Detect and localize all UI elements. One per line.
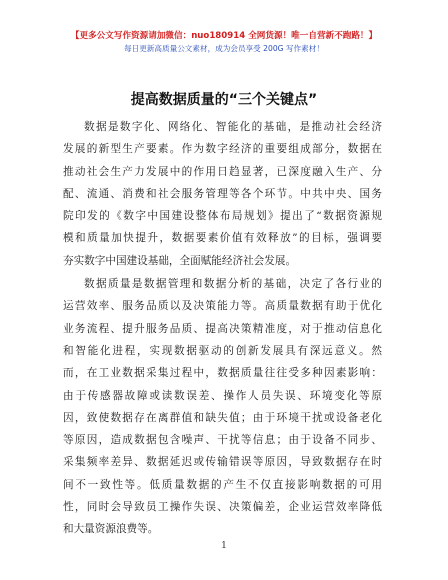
text-line: 数据是数字化、网络化、智能化的基础，是推动社会经济 — [84, 121, 382, 133]
text-line: 等原因，造成数据包含噪声、干扰等信息；由于设备不同步、 — [63, 434, 382, 447]
paragraph-2 — [63, 273, 382, 541]
text-line: 推动社会生产力发展中的作用日趋显著，已深度融入生产、分 — [63, 165, 382, 178]
text-line: 发展的新型生产要素。作为数字经济的重要组成部分，数据在 — [63, 143, 382, 156]
text-line: 院印发的《数字中国建设整体布局规划》提出了“数据资源规 — [63, 210, 382, 223]
text-line: 运营效率、服务品质以及决策能力等。高质量数据有助于优化 — [63, 300, 382, 313]
text-line: 模和质量加快提升，数据要素价值有效释放”的目标，强调要 — [63, 232, 382, 245]
text-line: 由于传感器故障或读数误差、操作人员失误、环境变化等原 — [63, 389, 382, 402]
text-line: 性，同时会导致员工操作失误、决策偏差，企业运营效率降低 — [63, 501, 382, 514]
page-number: 1 — [221, 541, 227, 551]
text-line: 配、流通、消费和社会服务管理等各个环节。中共中央、国务 — [63, 187, 382, 200]
promo-line-2: 每日更新高质量公文素材，成为会员享受 200G 写作素材！ — [124, 44, 324, 53]
text-line: 业务流程、提升服务品质、提高决策精准度，对于推动信息化 — [63, 322, 382, 335]
text-line: 而，在工业数据采集过程中，数据质量往往受多种因素影响： — [63, 367, 382, 380]
page-title: 提高数据质量的“三个关键点” — [130, 92, 318, 108]
text-line: 夯实数字中国建设基础，全面赋能经济社会发展。 — [63, 254, 297, 267]
paragraph-1 — [63, 116, 382, 272]
text-line: 间不一致性等。低质量数据的产生不仅直接影响数据的可用 — [63, 478, 382, 491]
text-line: 采集频率差异、数据延迟或传输错误等原因，导致数据存在时 — [63, 456, 382, 469]
text-line: 和智能化进程，实现数据驱动的创新发展具有深远意义。然 — [63, 344, 382, 357]
text-line: 数据质量是数据管理和数据分析的基础，决定了各行业的 — [84, 278, 382, 291]
document-body — [63, 116, 382, 541]
text-line: 因，致使数据存在离群值和缺失值；由于环境干扰或设备老化 — [63, 411, 382, 424]
promo-banner — [0, 30, 448, 55]
promo-line-1: 【更多公文写作资源请加微信：nuo180914 全网货源！唯一自营新不跑路！】 — [70, 31, 378, 41]
text-line: 和大量资源浪费等。 — [63, 523, 159, 536]
